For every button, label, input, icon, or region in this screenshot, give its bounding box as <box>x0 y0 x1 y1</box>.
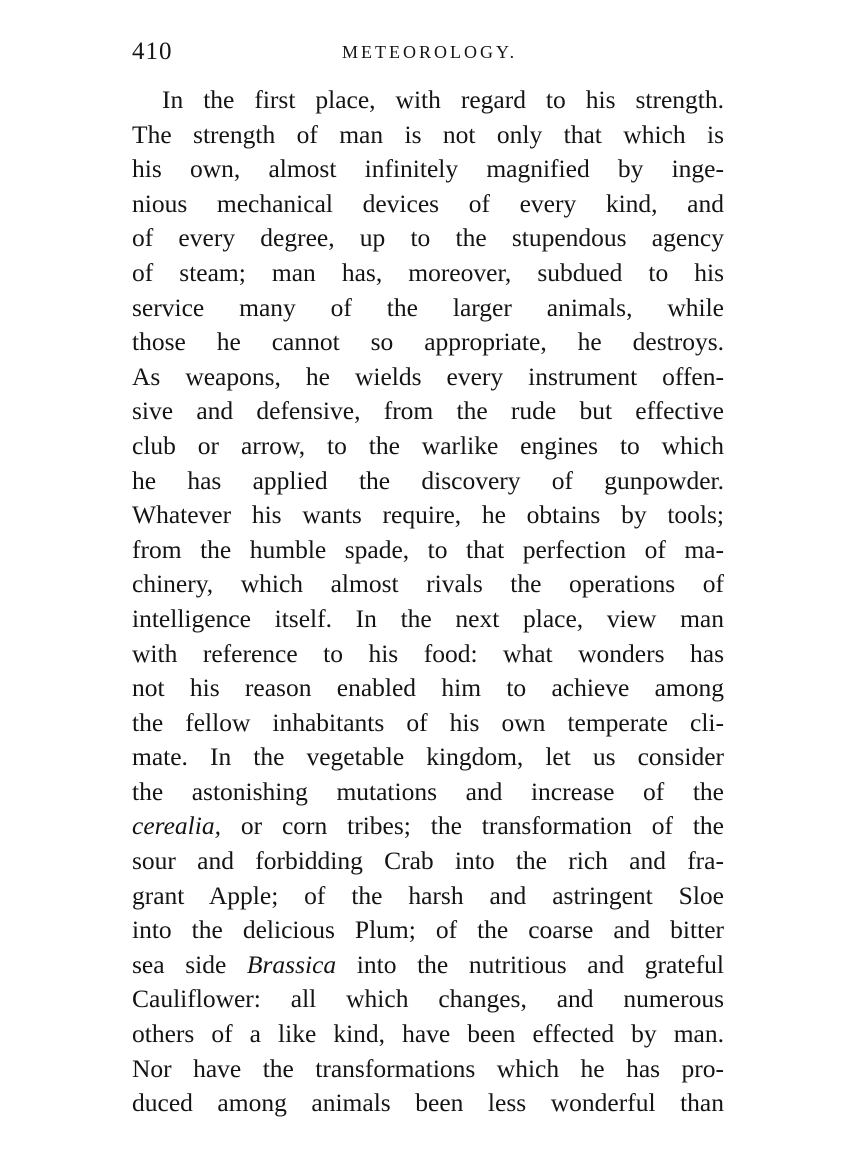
text-line: duced among animals been less wonderful than <box>132 1088 724 1118</box>
italic-term: cerealia, <box>132 811 221 841</box>
text-line: Cauliflower: all which changes, and numerous <box>132 984 724 1014</box>
text-line: nious mechanical devices of every kind, and <box>132 188 724 218</box>
text-line: his own, almost infinitely magnified by inge- <box>132 154 724 184</box>
italic-term: Brassica <box>246 949 337 979</box>
text-line: with reference to his food: what wonders has <box>132 638 724 668</box>
running-head <box>132 36 728 68</box>
text-line: the astonishing mutations and increase of the <box>132 776 724 806</box>
text-line: intelligence itself. In the next place, view man <box>132 603 724 633</box>
text-line: into the delicious Plum; of the coarse and bitter <box>132 915 724 945</box>
text-line: he has applied the discovery of gunpowder. <box>132 465 724 495</box>
text-line: not his reason enabled him to achieve among <box>132 673 724 703</box>
text-line: of steam; man has, moreover, subdued to his <box>132 257 724 287</box>
body-text <box>132 83 724 1121</box>
text-line: Whatever his wants require, he obtains by tools; <box>132 500 724 530</box>
text-line: others of a like kind, have been effected by man. <box>132 1019 724 1049</box>
text-line: As weapons, he wields every instrument offen- <box>132 361 724 391</box>
text-line: In the first place, with regard to his strength. <box>162 85 724 114</box>
text-line: grant Apple; of the harsh and astringent Sloe <box>132 880 724 910</box>
page-number: 410 <box>132 38 173 65</box>
text-line: of every degree, up to the stupendous agency <box>132 223 724 253</box>
text-line: from the humble spade, to that perfection of ma- <box>132 534 724 564</box>
text-line: club or arrow, to the warlike engines to which <box>132 430 724 460</box>
text-line: The strength of man is not only that which is <box>132 119 724 149</box>
text-line: mate. In the vegetable kingdom, let us consider <box>132 742 724 772</box>
text-line: Nor have the transformations which he has pro- <box>132 1053 724 1083</box>
text-line: cerealia, or corn tribes; the transformation of the <box>132 811 724 841</box>
text-line: the fellow inhabitants of his own temperate cli- <box>132 707 724 737</box>
text-line: chinery, which almost rivals the operations of <box>132 569 724 599</box>
text-line: sea side Brassica into the nutritious and grateful <box>132 949 724 979</box>
text-line: those he cannot so appropriate, he destroys. <box>132 327 724 357</box>
text-line: sive and defensive, from the rude but effective <box>132 396 724 426</box>
text-line: sour and forbidding Crab into the rich and fra- <box>132 846 724 876</box>
text-line: service many of the larger animals, while <box>132 292 724 322</box>
running-title: METEOROLOGY. <box>342 42 518 62</box>
